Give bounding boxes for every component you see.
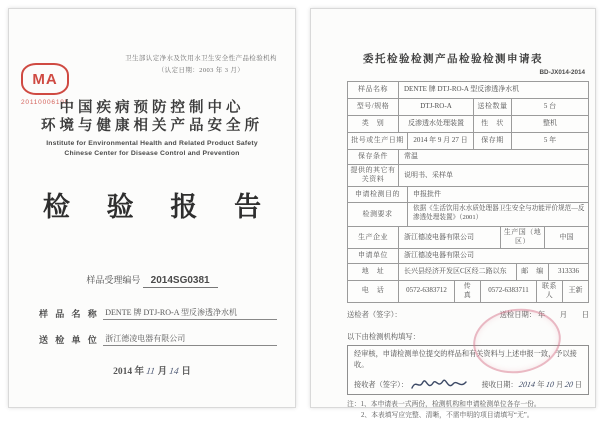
application-form-page <box>310 8 596 419</box>
table-row-contact <box>348 281 589 303</box>
acceptance-sign-row <box>354 377 582 390</box>
field-label: 电 话 <box>348 281 399 302</box>
acceptance-month-unit: 月 <box>556 380 564 389</box>
organization-block <box>9 99 295 160</box>
field-label: 传 真 <box>455 281 481 302</box>
sending-date-blank: 年 月 日 <box>537 309 589 319</box>
table-row-category <box>348 116 589 133</box>
field-value: 浙江德凌电器有限公司 <box>399 227 501 248</box>
org-name-en-line1: Institute for Environmental Health and Related Product Safety <box>46 140 258 148</box>
acceptance-date <box>482 380 582 390</box>
table-row-storage <box>348 150 589 165</box>
field-label: 提供的其它有关资料 <box>348 165 399 186</box>
field-label: 申请单位 <box>348 249 399 263</box>
org-name-cn-line2: 环境与健康相关产品安全所 <box>41 118 263 135</box>
report-date-month-handwritten: 11 <box>145 367 156 377</box>
field-value: 说明书、采样单 <box>399 165 589 186</box>
table-row-batch-date <box>348 133 589 150</box>
table-row-address <box>348 264 589 281</box>
field-value: 0572-6383711 <box>481 281 537 302</box>
sample-name-label: 样 品 名 称 <box>39 309 100 319</box>
sender-signature-label: 送检者（签字）： <box>347 309 402 319</box>
field-value: 浙江德凌电器有限公司 <box>399 249 589 263</box>
sending-date-label: 送检日期： <box>499 309 537 319</box>
field-value: 反渗透水处理装置 <box>399 116 474 132</box>
form-code: BD-JX014-2014 <box>539 69 585 76</box>
acceptance-number-label: 样品受理编号 <box>86 275 141 285</box>
field-label: 生产企业 <box>348 227 399 248</box>
form-title: 委托检验检测产品检验检测申请表 <box>363 54 543 65</box>
field-value: 中国 <box>545 227 589 248</box>
field-label: 类 别 <box>348 116 399 132</box>
acceptance-month-handwritten: 10 <box>545 379 555 389</box>
report-date-day-unit: 日 <box>181 367 191 377</box>
sending-unit-label: 送 检 单 位 <box>39 335 100 345</box>
application-table <box>347 81 589 303</box>
field-label: 地 址 <box>348 264 399 280</box>
acceptance-day-handwritten: 20 <box>564 379 574 389</box>
cma-logo-text: MA <box>32 70 58 88</box>
org-name-en-line2: Chinese Center for Disease Control and Prevention <box>64 150 240 158</box>
field-label: 送检数量 <box>474 99 512 115</box>
field-value: 313336 <box>549 264 589 280</box>
field-value: DENTE 牌 DTJ-RO-A 型反渗透净水机 <box>399 82 589 98</box>
field-label: 申请检测目的 <box>348 187 408 202</box>
sender-signature-line <box>347 310 589 320</box>
field-label: 型号/规格 <box>348 99 399 115</box>
org-name-en <box>9 139 295 159</box>
field-label: 保存期 <box>474 133 512 149</box>
cma-logo-icon <box>21 63 69 95</box>
acceptance-number-line <box>9 273 295 288</box>
acceptance-box <box>347 345 589 395</box>
accreditation-line1: 卫生部认定净水及饮用水卫生安全性产品检验机构 <box>125 55 277 62</box>
report-date <box>9 363 295 377</box>
report-cover-page <box>8 8 296 408</box>
office-use-note: 以下由检测机构填写： <box>347 331 420 341</box>
cma-certificate-number: 20110006195 <box>21 99 70 106</box>
accreditation-line2: （认定日期：2003 年 3 月） <box>157 66 245 74</box>
field-label: 保存条件 <box>348 150 399 164</box>
table-row-purpose <box>348 187 589 203</box>
field-label: 生产国（地区） <box>501 227 545 248</box>
field-value: 长兴县经济开发区C区经二路以东 <box>399 264 517 280</box>
sending-unit-field <box>39 333 277 346</box>
form-note-2: 2、本表填写应完整、清晰，不需申明的项目请填写“无”。 <box>361 411 534 419</box>
field-value: 依据《生活饮用水水质处理器卫生安全与功能评价规范—反渗透处理装置》（2001） <box>408 203 589 226</box>
table-row-manufacturer <box>348 227 589 249</box>
sending-unit-value: 浙江德凌电器有限公司 <box>103 333 277 346</box>
report-date-year: 2014 年 <box>113 367 145 377</box>
field-value: 申报批件 <box>408 187 589 202</box>
field-value: 0572-6383712 <box>399 281 455 302</box>
field-value: 5 年 <box>512 133 589 149</box>
acceptance-number-value: 2014SG0381 <box>143 275 218 288</box>
field-value: 常温 <box>399 150 589 164</box>
field-value: 5 台 <box>512 99 589 115</box>
receiver-signature <box>410 377 468 392</box>
form-note-1: 注：1、本申请表一式两份，检测机构和申请检测单位各存一份。 <box>347 400 541 408</box>
table-row-other-docs <box>348 165 589 187</box>
report-date-day-handwritten: 14 <box>168 367 180 377</box>
sample-name-field <box>39 307 277 320</box>
sample-name-value: DENTE 牌 DTJ-RO-A 型反渗透净水机 <box>103 307 277 320</box>
report-title: 检 验 报 告 <box>42 192 277 222</box>
table-row-sample-name <box>348 82 589 99</box>
acceptance-day-unit: 日 <box>574 380 582 389</box>
org-name-cn-line1: 中国疾病预防控制中心 <box>59 100 245 116</box>
accreditation-note <box>117 53 285 76</box>
report-date-month-unit: 月 <box>157 367 168 377</box>
field-label: 批号或生产日期 <box>348 133 408 149</box>
acceptance-year-unit: 年 <box>537 380 545 389</box>
sending-date <box>500 310 589 320</box>
field-value: 2014 年 9 月 27 日 <box>408 133 474 149</box>
field-label: 检测要求 <box>348 203 408 226</box>
field-label: 样品名称 <box>348 82 399 98</box>
acceptance-year-handwritten: 2014 <box>518 379 537 389</box>
field-label: 联系人 <box>537 281 563 302</box>
field-value: DTJ-RO-A <box>399 99 474 115</box>
field-value: 整机 <box>512 116 589 132</box>
table-row-model <box>348 99 589 116</box>
field-label: 邮 编 <box>517 264 549 280</box>
receiver-label: 接收者（签字）： <box>354 380 408 389</box>
field-value: 王新 <box>563 281 589 302</box>
acceptance-statement: 经审核，申请检测单位提交的样品和有关资料与上述申报一致，予以接收。 <box>354 349 577 369</box>
table-row-applicant <box>348 249 589 264</box>
form-notes <box>347 400 595 422</box>
acceptance-date-label: 接收日期： <box>481 380 518 389</box>
table-row-requirement <box>348 203 589 227</box>
field-label: 性 状 <box>474 116 512 132</box>
